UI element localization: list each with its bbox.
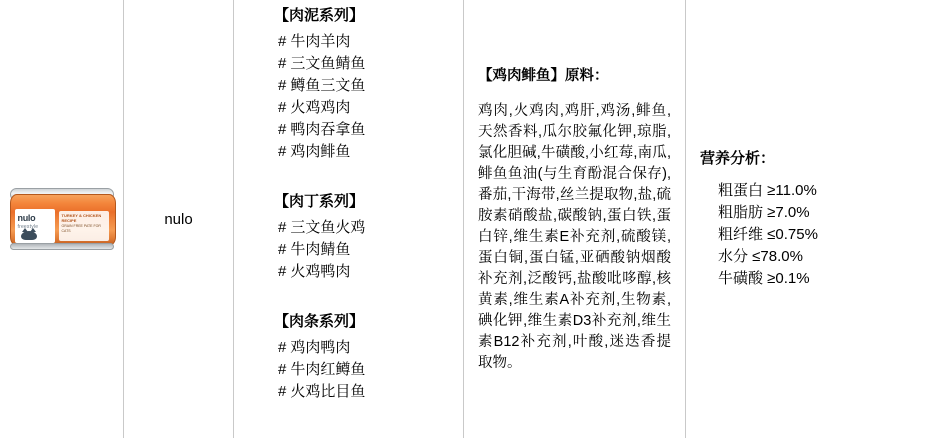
cat-silhouette-icon — [21, 231, 37, 240]
series-item-label: 鸡肉鸭肉 — [290, 339, 351, 356]
analysis-cell — [686, 0, 927, 438]
series-item-label: 火鸡鸡肉 — [290, 99, 351, 116]
list-item — [278, 218, 463, 238]
series-item-label: 鳟鱼三文鱼 — [290, 77, 366, 94]
can-bottom — [10, 243, 114, 250]
series-item-label: 牛肉鲭鱼 — [290, 241, 351, 258]
hash-icon: # — [278, 361, 287, 378]
series-item-label: 三文鱼火鸡 — [290, 219, 366, 236]
hash-icon: # — [278, 339, 287, 356]
list-item — [278, 338, 463, 358]
list-item — [278, 98, 463, 118]
can-side-label-title: TURKEY & CHICKEN RECIPE — [61, 213, 102, 223]
series-item-label: 三文鱼鲭鱼 — [290, 55, 366, 72]
hash-icon: # — [278, 219, 287, 236]
series-title-pate: 【肉泥系列】 — [274, 7, 365, 24]
series-item-label: 牛肉羊肉 — [290, 33, 351, 50]
hash-icon: # — [278, 77, 287, 94]
hash-icon: # — [278, 143, 287, 160]
analysis-row-protein: 粗蛋白 ≥11.0% — [718, 182, 817, 199]
list-item — [278, 32, 463, 52]
ingredients-title: 【鸡肉鲱鱼】原料： — [478, 68, 609, 84]
series-item-label: 牛肉红鳟鱼 — [290, 361, 366, 378]
can-body — [10, 194, 116, 246]
list-item — [278, 262, 463, 282]
can-side-label-sub: GRAIN FREE PATE FOR CATS — [61, 224, 101, 233]
series-cell — [234, 0, 464, 438]
hash-icon: # — [278, 241, 287, 258]
analysis-row-moisture: 水分 ≤78.0% — [718, 248, 803, 265]
can-brand-subtext: freestyle — [17, 224, 39, 230]
series-item-label: 火鸡比目鱼 — [290, 383, 366, 400]
series-item-label: 火鸡鸭肉 — [290, 263, 351, 280]
list-item — [278, 76, 463, 96]
list-item — [278, 54, 463, 74]
list-item — [278, 360, 463, 380]
series-title-diced: 【肉丁系列】 — [274, 193, 365, 210]
hash-icon: # — [278, 263, 287, 280]
brand-name-cell — [124, 0, 234, 438]
hash-icon: # — [278, 55, 287, 72]
list-item — [278, 240, 463, 260]
series-title-strips: 【肉条系列】 — [274, 313, 365, 330]
ingredients-cell — [464, 0, 686, 438]
series-item-label: 鸭肉吞拿鱼 — [290, 121, 366, 138]
hash-icon: # — [278, 99, 287, 116]
list-item — [278, 142, 463, 162]
product-image-cell — [0, 0, 124, 438]
can-side-label — [59, 211, 109, 241]
analysis-row-fiber: 粗纤维 ≤0.75% — [718, 226, 818, 243]
analysis-row-taurine: 牛磺酸 ≥0.1% — [718, 270, 810, 287]
hash-icon: # — [278, 33, 287, 50]
list-item — [278, 120, 463, 140]
list-item — [278, 382, 463, 402]
brand-name: nulo — [164, 210, 193, 228]
hash-icon: # — [278, 121, 287, 138]
analysis-row-fat: 粗脂肪 ≥7.0% — [718, 204, 810, 221]
can-brand-text: nulo — [17, 213, 36, 223]
hash-icon: # — [278, 383, 287, 400]
series-item-label: 鸡肉鲱鱼 — [290, 143, 351, 160]
ingredients-body: 鸡肉,火鸡肉,鸡肝,鸡汤,鲱鱼,天然香料,瓜尔胶氟化钾,琼脂,氯化胆碱,牛磺酸,小红莓,南瓜,鲱鱼鱼油(与生育酚混合保存),番茄,干海带,丝兰提取物,盐,硫胺素硝酸盐,碳酸钠,蛋白铁,蛋白锌,维生素E补充剂,硫酸镁,蛋白铜,蛋白锰,亚硒酸钠烟酸补充剂,泛酸钙,盐酸吡哆醇,核黄素,维生素A补充剂,生物素,碘化钾,维生素D3补充剂,维生素B12补充剂,叶酸,迷迭香提取物。 — [478, 103, 671, 371]
analysis-title: 营养分析： — [700, 150, 776, 167]
product-can-image — [10, 188, 114, 250]
